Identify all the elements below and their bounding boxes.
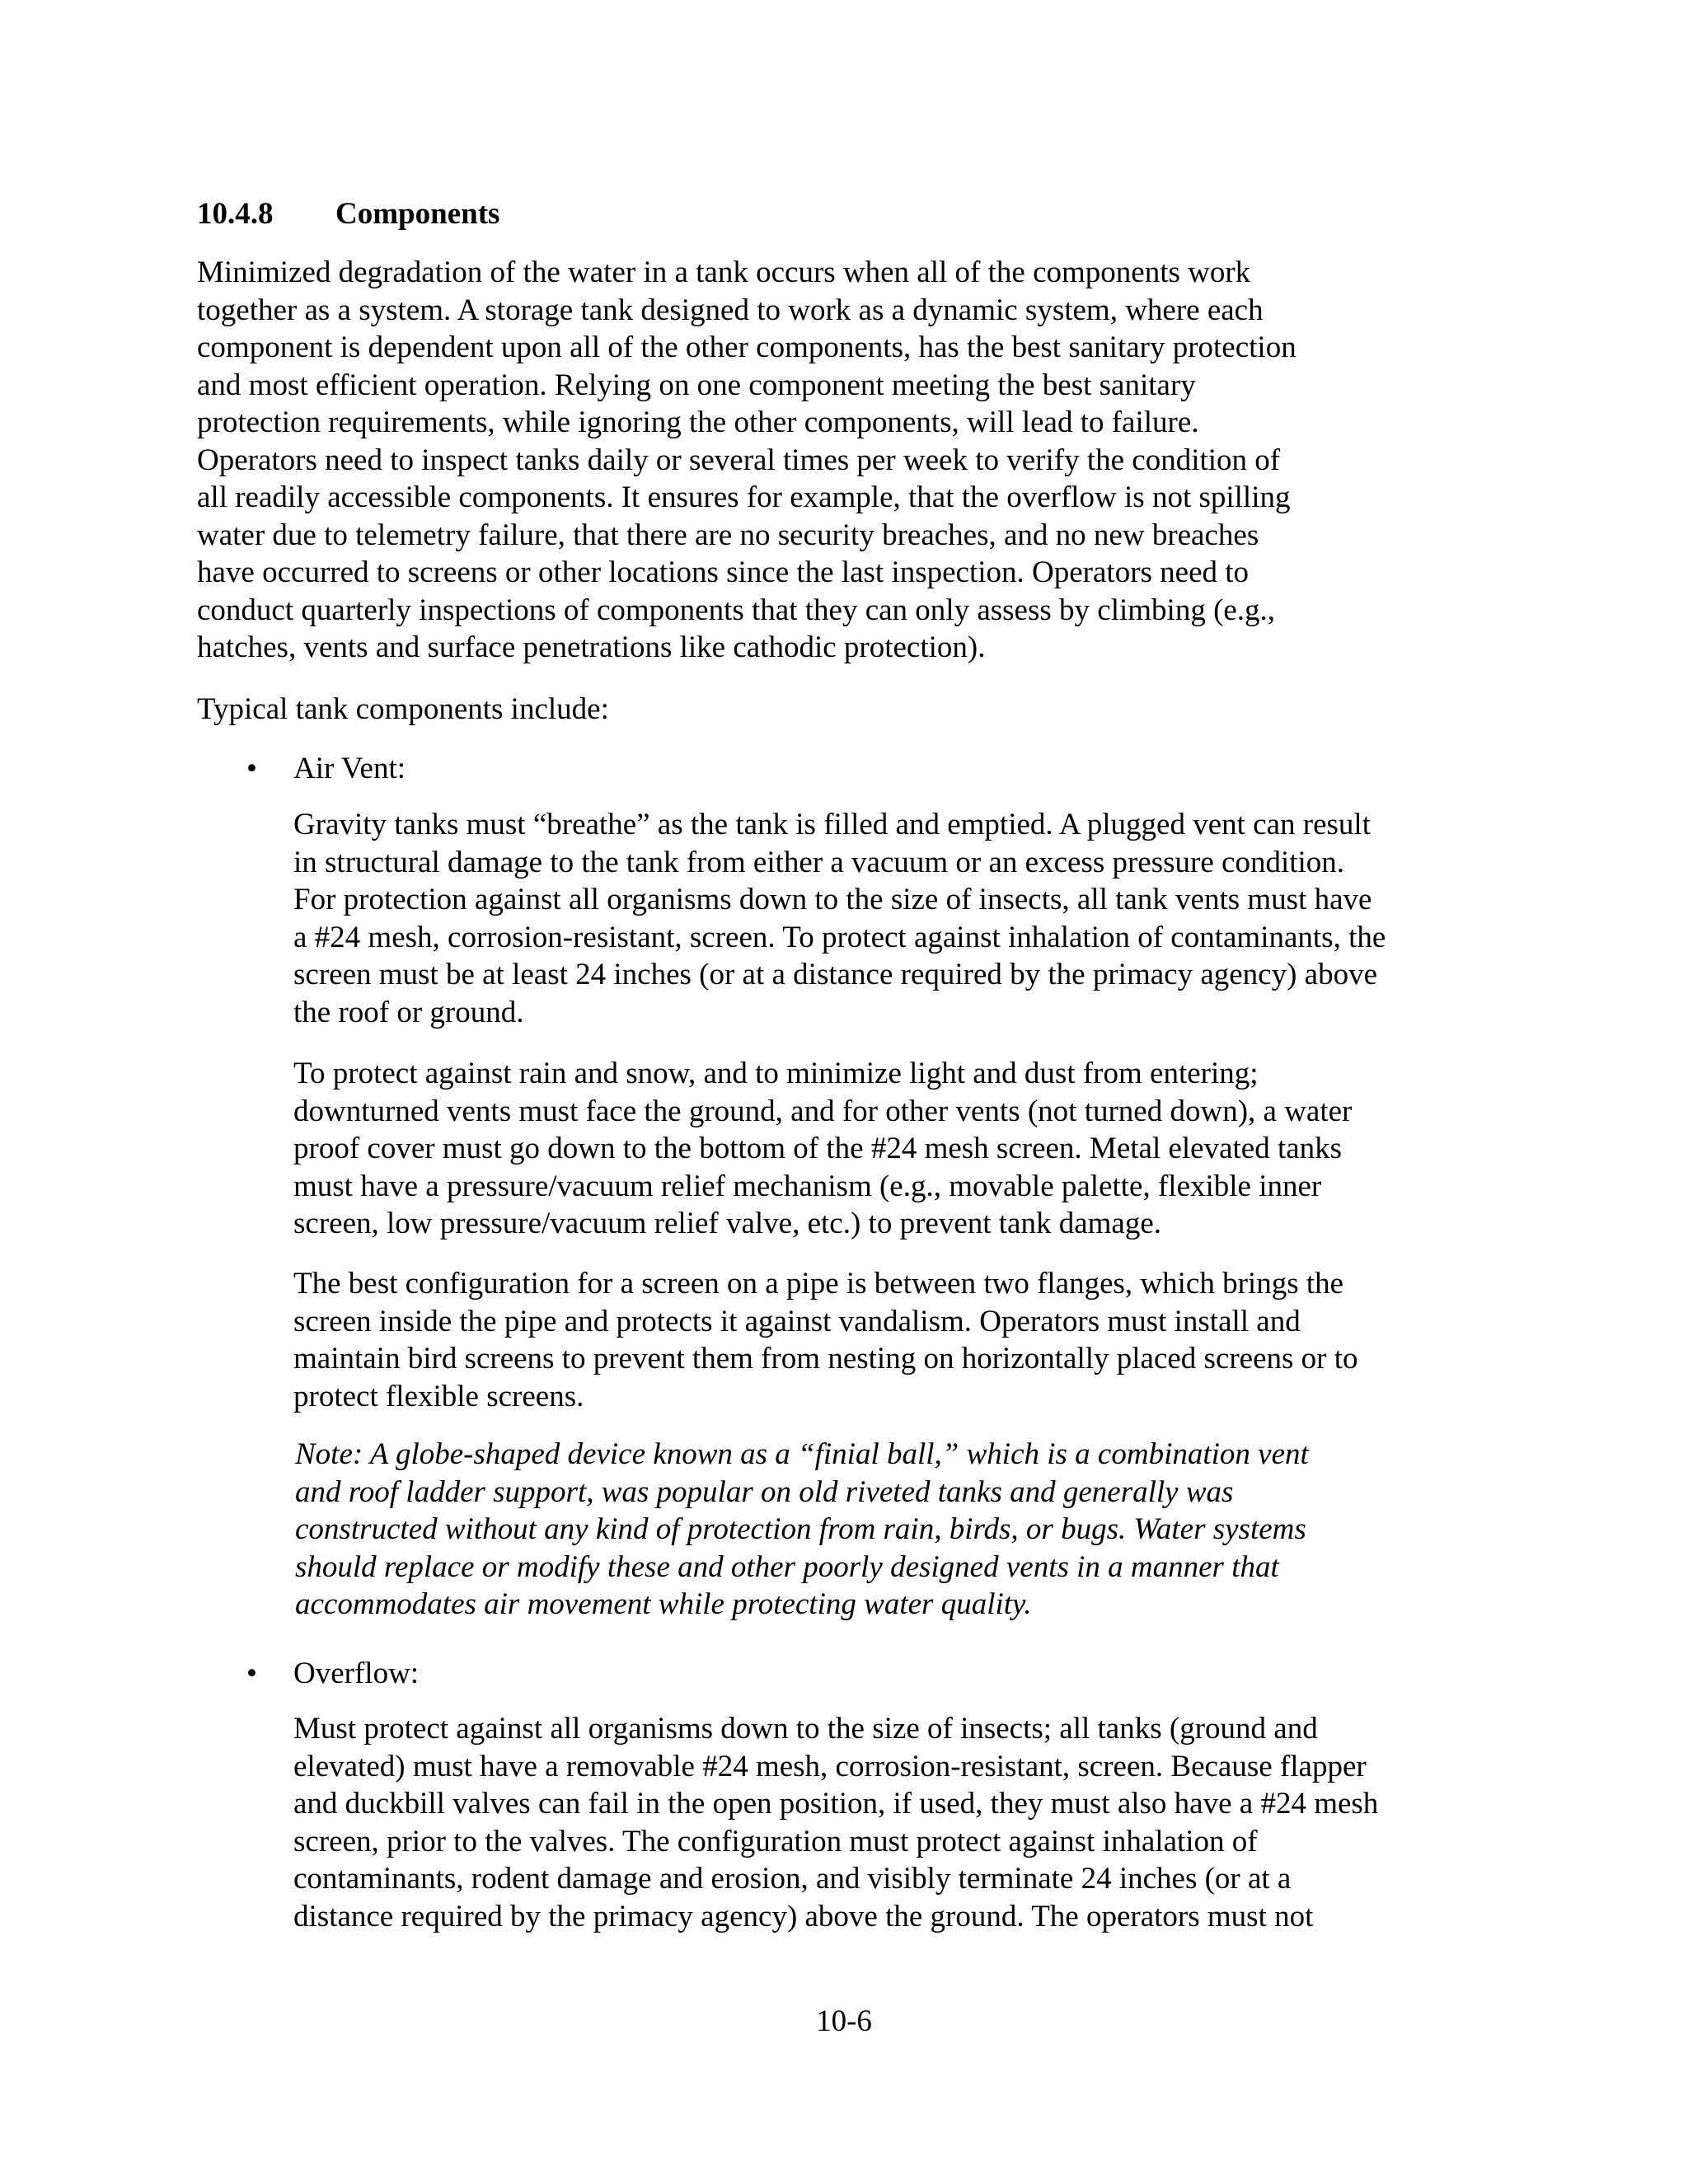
intro-paragraph	[197, 254, 1499, 667]
text-line: Must protect against all organisms down to the size of insects; all tanks (ground and	[293, 1712, 1318, 1746]
text-line: downturned vents must face the ground, and for other vents (not turned down), a water	[293, 1094, 1353, 1128]
text-line: in structural damage to the tank from either a vacuum or an excess pressure condition.	[293, 845, 1345, 879]
text-line: maintain bird screens to prevent them from nesting on horizontally placed screens or to	[293, 1342, 1358, 1376]
text-line: together as a system. A storage tank designed to work as a dynamic system, where each	[197, 293, 1264, 327]
text-line: elevated) must have a removable #24 mesh, corrosion-resistant, screen. Because flapper	[293, 1749, 1367, 1783]
text-line: protection requirements, while ignoring the other components, will lead to failure.	[197, 405, 1199, 439]
text-line: component is dependent upon all of the other components, has the best sanitary protection	[197, 330, 1296, 364]
text-line: proof cover must go down to the bottom of the #24 mesh screen. Metal elevated tanks	[293, 1132, 1343, 1165]
text-line: distance required by the primacy agency) above the ground. The operators must not	[293, 1899, 1314, 1933]
bullet-icon: •	[246, 1657, 257, 1690]
text-line: the roof or ground.	[293, 995, 524, 1029]
text-line: screen inside the pipe and protects it against vandalism. Operators must install and	[293, 1304, 1301, 1338]
text-line: The best configuration for a screen on a pipe is between two flanges, which brings the	[293, 1267, 1344, 1301]
section-heading	[197, 194, 499, 235]
text-line: To protect against rain and snow, and to minimize light and dust from entering;	[293, 1057, 1259, 1090]
text-line: a #24 mesh, corrosion-resistant, screen. To protect against inhalation of contaminants, the	[293, 920, 1386, 954]
air-vent-note	[295, 1436, 1498, 1624]
text-line: screen must be at least 24 inches (or at a distance required by the primacy agency) above	[293, 958, 1378, 991]
text-line: all readily accessible components. It ensures for example, that the overflow is not spilling	[197, 480, 1291, 514]
text-line: should replace or modify these and other poorly designed vents in a manner that	[295, 1549, 1279, 1584]
section-number: 10.4.8	[197, 197, 274, 231]
text-line: screen, low pressure/vacuum relief valve, etc.) to prevent tank damage.	[293, 1207, 1162, 1240]
bullet-icon: •	[246, 752, 257, 785]
air-vent-paragraph-2	[293, 1055, 1497, 1243]
text-line: protect flexible screens.	[293, 1379, 584, 1413]
page-number: 10-6	[816, 2004, 872, 2038]
text-line: and duckbill valves can fail in the open position, if used, they must also have a #24 mesh	[293, 1787, 1379, 1821]
bullet-label-air-vent: Air Vent:	[293, 752, 406, 785]
overflow-paragraph-1	[293, 1710, 1497, 1935]
section-title: Components	[335, 197, 500, 231]
text-line: hatches, vents and surface penetrations like cathodic protection).	[197, 630, 986, 664]
text-line: Gravity tanks must “breathe” as the tank is filled and emptied. A plugged vent can result	[293, 808, 1371, 841]
text-line: and most efficient operation. Relying on one component meeting the best sanitary	[197, 368, 1196, 402]
air-vent-paragraph-3	[293, 1265, 1497, 1415]
text-line: screen, prior to the valves. The configuration must protect against inhalation of	[293, 1824, 1258, 1858]
text-line: accommodates air movement while protecting water quality.	[295, 1587, 1032, 1621]
text-line: water due to telemetry failure, that there are no security breaches, and no new breaches	[197, 518, 1259, 552]
text-line: contaminants, rodent damage and erosion, and visibly terminate 24 inches (or at a	[293, 1862, 1292, 1896]
text-line: must have a pressure/vacuum relief mechanism (e.g., movable palette, flexible inner	[293, 1169, 1322, 1203]
text-line: constructed without any kind of protection from rain, birds, or bugs. Water systems	[295, 1512, 1306, 1546]
air-vent-paragraph-1	[293, 806, 1497, 1031]
bullet-label-overflow: Overflow:	[293, 1657, 420, 1690]
text-line: Operators need to inspect tanks daily or several times per week to verify the condition of	[197, 443, 1281, 477]
typical-components-intro: Typical tank components include:	[197, 692, 609, 726]
text-line: have occurred to screens or other locations since the last inspection. Operators need to	[197, 555, 1250, 589]
text-line: and roof ladder support, was popular on old riveted tanks and generally was	[295, 1474, 1234, 1509]
text-line: For protection against all organisms down to the size of insects, all tank vents must have	[293, 883, 1372, 916]
text-line: Note: A globe-shaped device known as a “finial ball,” which is a combination vent	[295, 1437, 1309, 1471]
text-line: conduct quarterly inspections of components that they can only assess by climbing (e.g.,	[197, 593, 1276, 627]
text-line: Minimized degradation of the water in a tank occurs when all of the components work	[197, 255, 1251, 289]
